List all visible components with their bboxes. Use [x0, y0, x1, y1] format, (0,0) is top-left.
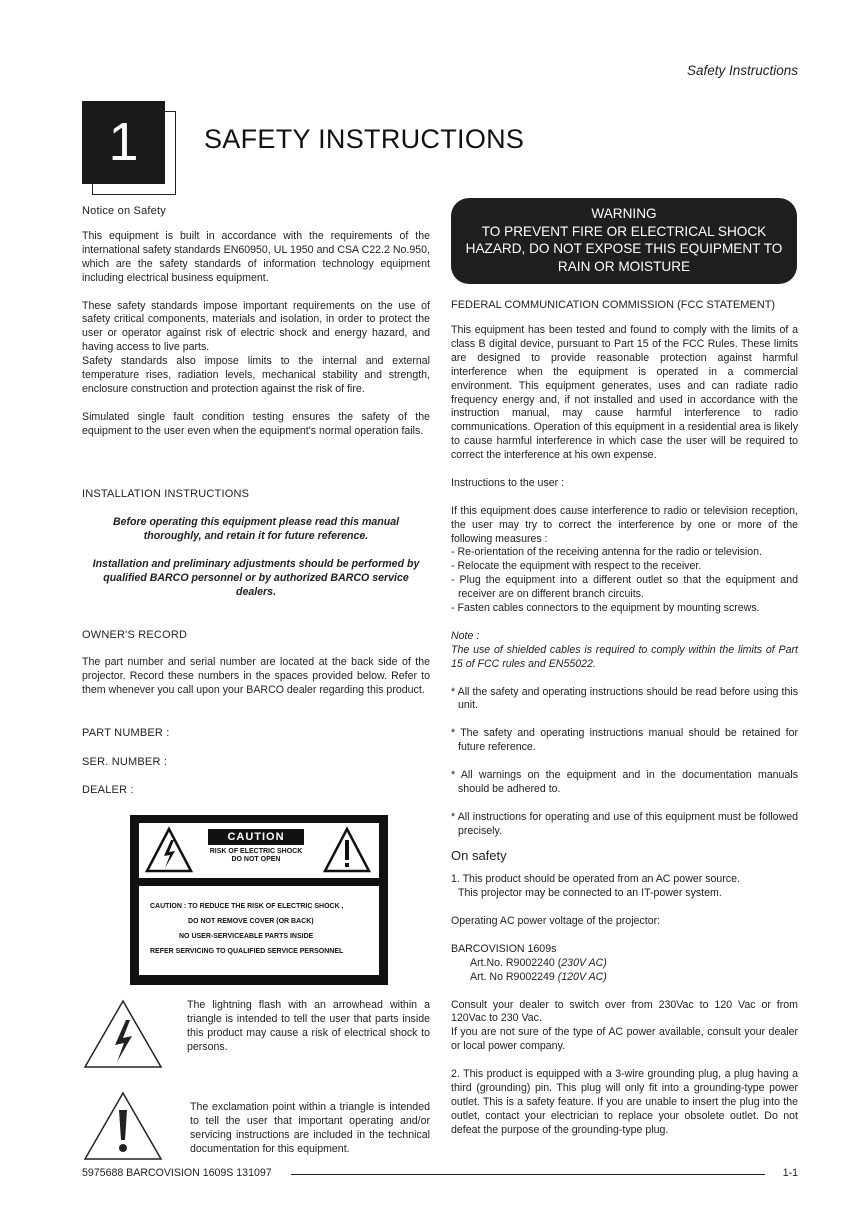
operating-voltage-label: Operating AC power voltage of the projector:	[451, 915, 661, 928]
right-column	[451, 299, 798, 1138]
caution-exclamation-icon	[322, 826, 372, 874]
running-title: Safety Instructions	[686, 63, 798, 78]
install-bold-1: Before operating this equipment please read this manual thoroughly, and retain it for future reference.	[112, 516, 400, 542]
caution-title: CAUTION	[208, 829, 304, 845]
measure-item: - Fasten cables connectors to the equipment by mounting screws.	[451, 602, 760, 615]
art-number-230	[451, 957, 798, 971]
notice-paragraph-1: This equipment is built in accordance with the requirements of the international safety standards EN60950, UL 1950 and CSA C22.2 No.950, which are the safety standards of information technology equipment including electrical business equipment.	[82, 230, 430, 284]
footer-rule	[291, 1174, 765, 1175]
caution-line-4: REFER SERVICING TO QUALIFIED SERVICE PERSONNEL	[150, 948, 344, 955]
warning-line-1: WARNING	[591, 206, 657, 221]
notice-paragraph-3: Simulated single fault condition testing ensures the safety of the equipment to the user even when the equipment's normal operation fails.	[82, 410, 430, 437]
part-number-label: PART NUMBER :	[82, 727, 170, 739]
notice-heading: Notice on Safety	[82, 205, 166, 217]
note-text: The use of shielded cables is required to comply within the limits of Part 15 of FCC rules and EN55022.	[451, 643, 798, 670]
left-column	[82, 205, 430, 452]
user-instructions-paragraph: If this equipment does cause interference to radio or television reception, the user may try to correct the interference by one or more of the following measures :	[451, 504, 798, 545]
serial-number-label: SER. NUMBER :	[82, 756, 168, 768]
dealer-label: DEALER :	[82, 784, 134, 796]
install-bold-2: Installation and preliminary adjustments should be performed by qualified BARCO personnel or by authorized BARCO service dealers.	[92, 558, 420, 598]
consult-paragraph-1: Consult your dealer to switch over from 230Vac to 120 Vac or from 120Vac to 230 Vac.	[451, 998, 798, 1025]
fcc-heading: FEDERAL COMMUNICATION COMMISSION (FCC STATEMENT)	[451, 299, 776, 311]
caution-line-3: NO USER-SERVICEABLE PARTS INSIDE	[179, 933, 314, 940]
measure-item: - Relocate the equipment with respect to the receiver.	[451, 560, 702, 573]
star-item: * All the safety and operating instructions should be read before using this unit.	[451, 685, 798, 712]
exclamation-triangle-icon	[82, 1090, 164, 1162]
note-label: Note :	[451, 629, 480, 642]
footer-page-number: 1-1	[782, 1167, 798, 1179]
consult-paragraph-2: If you are not sure of the type of AC power available, consult your dealer or local power company.	[451, 1026, 798, 1053]
warning-line-2: TO PREVENT FIRE OR ELECTRICAL SHOCK	[481, 223, 767, 239]
install-heading: INSTALLATION INSTRUCTIONS	[82, 488, 250, 500]
caution-subtitle-line-1: RISK OF ELECTRIC SHOCK	[209, 848, 303, 855]
warning-line-3: HAZARD, DO NOT EXPOSE THIS EQUIPMENT TO	[465, 241, 783, 257]
caution-subtitle-line-2: DO NOT OPEN	[231, 856, 281, 863]
star-item: * The safety and operating instructions manual should be retained for future reference.	[451, 727, 798, 754]
fcc-paragraph: This equipment has been tested and found to comply with the limits of a class B digital device, pursuant to Part 15 of the FCC Rules. These limits are designed to provide reasonable protection against harmful interference when the equipment is operated in a commercial environment. This equipment generates, uses and can radiate radio frequency energy and, if not installed and used in accordance with the instruction manual, may cause harmful interference to radio communications. Operation of this equipment in a residential area is likely to cause harmful interference in which case the user will be required to correct the interference at his own expense.	[451, 324, 798, 462]
warning-line-4: RAIN OR MOISTURE	[557, 258, 691, 274]
star-item: * All warnings on the equipment and in the documentation manuals should be adhered to.	[451, 768, 798, 795]
lightning-triangle-icon	[82, 998, 164, 1070]
star-item: * All instructions for operating and use of this equipment must be followed precisely.	[451, 810, 798, 837]
art-number-120	[451, 971, 798, 985]
safety-item-2: 2. This product is equipped with a 3-wire grounding plug, a plug having a third (grounding) pin. This plug will only fit into a grounding-type power outlet. This is a safety feature. If you are unable to insert the plug into the outlet, contact your electrician to replace your obsolete outlet. Do not defeat the purpose of the grounding-type plug.	[451, 1068, 798, 1136]
art-number-120-text: Art. No R9002249	[470, 970, 558, 983]
caution-line-2: DO NOT REMOVE COVER (OR BACK)	[188, 918, 314, 925]
art-number-230-text: Art.No. R9002240 (	[470, 956, 562, 969]
chapter-number: 1	[82, 101, 165, 184]
safety-item-1: 1. This product should be operated from an AC power source.	[451, 873, 740, 886]
warning-box	[451, 198, 797, 284]
notice-paragraph-2b: Safety standards also impose limits to the internal and external temperature rises, radiation levels, mechanical stability and strength, enclosure construction and protection against the risk of fire.	[82, 355, 430, 395]
caution-label-bottom-panel	[139, 886, 379, 975]
caution-line-1: CAUTION : TO REDUCE THE RISK OF ELECTRIC SHOCK ,	[150, 903, 344, 910]
notice-paragraph-2a: These safety standards impose important requirements on the use of safety critical components, materials and isolation, in order to protect the user or operator against risk of electric shock and energy hazard, and having access to live parts.	[82, 299, 430, 354]
owner-paragraph: The part number and serial number are located at the back side of the projector. Record these numbers in the spaces provided below. Refer to them whenever you call upon your BARCO dealer regarding this product.	[82, 656, 430, 696]
measure-item: - Plug the equipment into a different outlet so that the equipment and receiver are on different branch circuits.	[451, 574, 798, 601]
safety-item-1-sub: This projector may be connected to an IT-power system.	[458, 887, 722, 900]
exclamation-explanation: The exclamation point within a triangle is intended to tell the user that important operating and/or servicing instructions are included in the technical documentation for this equipment.	[190, 1101, 430, 1155]
user-instructions-heading: Instructions to the user :	[451, 476, 565, 489]
page-title: SAFETY INSTRUCTIONS	[204, 124, 525, 154]
owner-heading: OWNER'S RECORD	[82, 629, 188, 641]
measure-item: - Re-orientation of the receiving antenna for the radio or television.	[451, 546, 762, 559]
caution-lightning-icon	[144, 826, 194, 874]
footer-doc-id: 5975688 BARCOVISION 1609S 131097	[82, 1167, 272, 1179]
caution-subtitle	[208, 848, 304, 864]
art-number-230-voltage: 230V AC)	[561, 956, 607, 969]
on-safety-heading: On safety	[451, 848, 507, 864]
lightning-explanation: The lightning flash with an arrowhead within a triangle is intended to tell the user that parts inside this product may cause a risk of electrical shock to persons.	[187, 999, 430, 1053]
model-name: BARCOVISION 1609s	[451, 942, 557, 955]
art-number-120-voltage: (120V AC)	[557, 970, 607, 983]
